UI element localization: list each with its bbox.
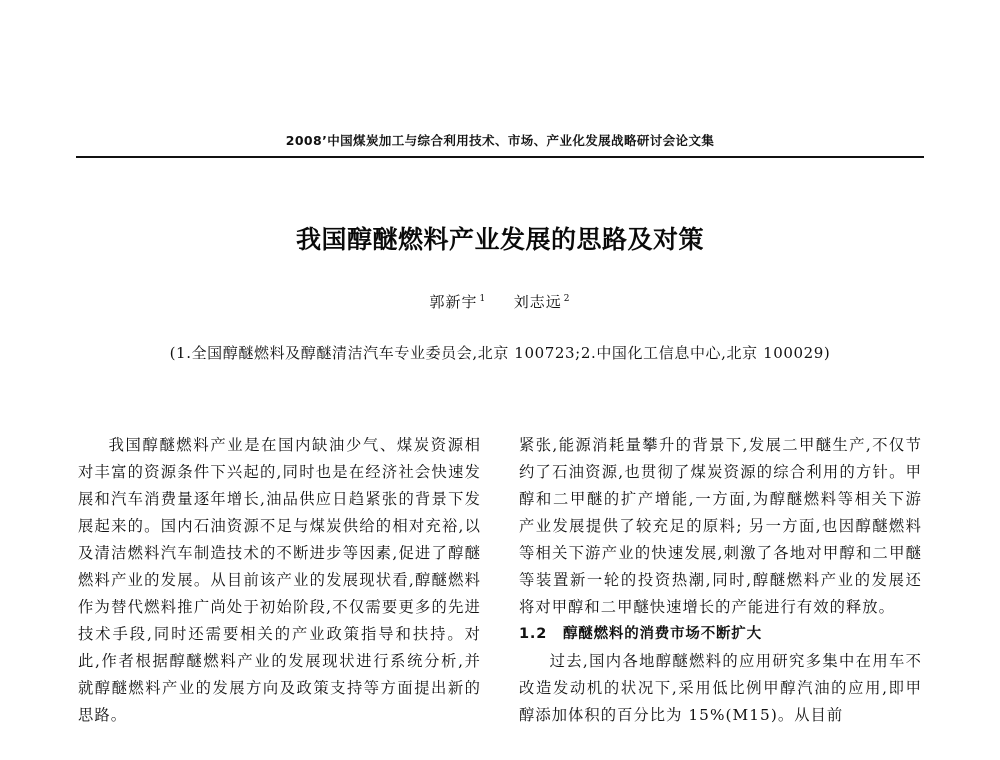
running-header: 2008’中国煤炭加工与综合利用技术、市场、产业化发展战略研讨会论文集 [285, 133, 715, 148]
section-paragraph: 过去,国内各地醇醚燃料的应用研究多集中在用车不改造发动机的状况下,采用低比例甲醇汽油的应用,即甲醇添加体积的百分比为 15%(M15)。从目前 [519, 652, 922, 724]
author-list [0, 291, 1000, 312]
section-title: 醇醚燃料的消费市场不断扩大 [563, 626, 762, 642]
continued-paragraph: 紧张,能源消耗量攀升的背景下,发展二甲醚生产,不仅节约了石油资源,也贯彻了煤炭资源的综合利用的方针。甲醇和二甲醚的扩产增能,一方面,为醇醚燃料等相关下游产业发展提供了较充足的原料; 另一方面,也因醇醚燃料等相关下游产业的快速发展,刺激了各地对甲醇和二甲醚等装置新一轮的投资热潮,同时,醇醚燃料产业的发展还将对甲醇和二甲醚快速增长的产能进行有效的释放。 [519, 436, 922, 616]
affiliation-line: (1.全国醇醚燃料及醇醚清洁汽车专业委员会,北京 100723;2.中国化工信息中心,北京 100029) [169, 344, 831, 362]
intro-paragraph: 我国醇醚燃料产业是在国内缺油少气、煤炭资源相对丰富的资源条件下兴起的,同时也是在经济社会快速发展和汽车消费量逐年增长,油品供应日趋紧张的背景下发展起来的。国内石油资源不足与煤炭供给的相对充裕,以及清洁燃料汽车制造技术的不断进步等因素,促进了醇醚燃料产业的发展。从目前该产业的发展现状看,醇醚燃料作为替代燃料推广尚处于初始阶段,不仅需要更多的先进技术手段,同时还需要相关的产业政策指导和扶持。对此,作者根据醇醚燃料产业的发展现状进行系统分析,并就醇醚燃料产业的发展方向及政策支持等方面提出新的思路。 [78, 436, 481, 724]
paper-title: 我国醇醚燃料产业发展的思路及对策 [295, 225, 704, 254]
affiliation-mark: 1 [479, 294, 487, 304]
section-heading [519, 621, 922, 648]
section-number: 1.2 [519, 626, 548, 642]
author-name: 郭新宇 [429, 293, 478, 311]
header-rule [76, 156, 924, 158]
affiliation-mark: 2 [563, 294, 571, 304]
author-name: 刘志远 [513, 293, 562, 311]
right-column [519, 432, 922, 729]
left-column [78, 432, 481, 729]
